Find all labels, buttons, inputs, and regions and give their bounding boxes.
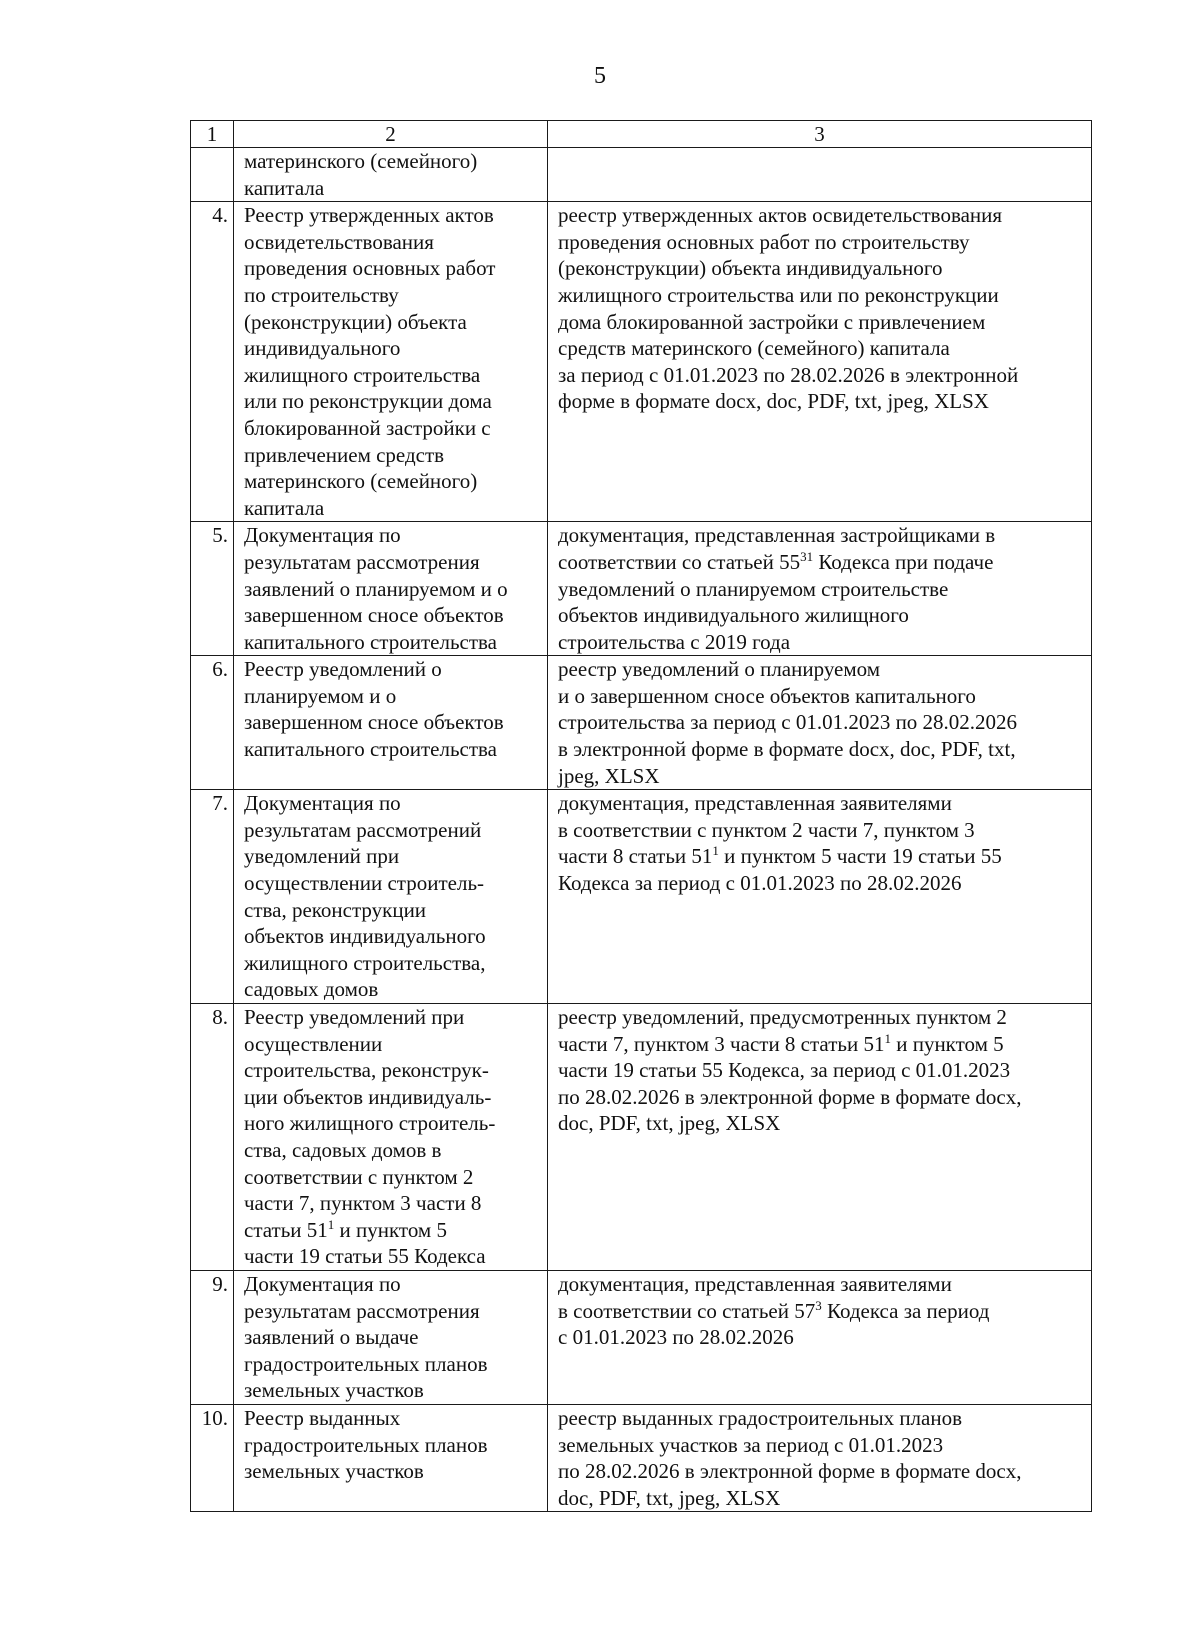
row-desc-line [558,549,1085,576]
row-name-line: земельных участков [244,1459,424,1484]
row-description [548,1270,1092,1404]
row-name [234,790,548,1004]
row-desc-line: объектов индивидуального жилищного [558,603,909,628]
superscript: 1 [712,843,719,859]
row-desc-line: уведомлений о планируемом строительстве [558,576,949,601]
row-name-line: соответствии с пунктом 2 [244,1164,474,1189]
name-text: и пунктом 5 [334,1217,447,1242]
row-desc-line: форме в формате docx, doc, PDF, txt, jpeg, XLSX [558,389,989,414]
row-name-line: уведомлений при [244,844,400,869]
row-name [234,1404,548,1511]
row-name-line: Реестр выданных [244,1405,401,1430]
row-name-line: Реестр уведомлений при [244,1005,465,1029]
row-name-line: садовых домов [244,977,379,1002]
superscript: 3 [815,1297,822,1313]
page-number: 5 [594,63,606,89]
row-desc-line: за период с 01.01.2023 по 28.02.2026 в электронной [558,362,1019,387]
row-desc-line: в электронной форме в формате docx, doc, PDF, txt, [558,737,1016,762]
row-name-line: заявлений о планируемом и о [244,576,508,601]
row-name-line: материнского (семейного) [244,149,478,173]
row-number: 4. [191,202,234,522]
row-name [234,1270,548,1404]
name-text: статьи 51 [244,1217,328,1242]
row-desc-line: дома блокированной застройки с привлечением [558,309,986,334]
header-col-2: 2 [234,121,548,148]
row-desc-line: по 28.02.2026 в электронной форме в формате docx, [558,1084,1022,1109]
row-name-line: завершенном сносе объектов [244,603,504,628]
row-desc-line: документация, представленная застройщиками в [558,523,996,548]
table-row [191,148,1092,202]
row-desc-line: реестр утвержденных актов освидетельствования [558,203,1003,228]
row-name-line: привлечением средств [244,442,445,467]
table-row [191,1270,1092,1404]
row-name-line: по строительству [244,282,399,307]
row-desc-line: реестр уведомлений, предусмотренных пунктом 2 [558,1005,1007,1029]
row-desc-line [558,843,1085,870]
desc-text: соответствии со статьей 55 [558,549,801,574]
row-description [548,790,1092,1004]
row-name [234,656,548,790]
row-desc-line: строительства с 2019 года [558,629,791,654]
row-name-line: материнского (семейного) [244,469,478,494]
row-description [548,656,1092,790]
row-name-line: градостроительных планов [244,1351,488,1376]
row-description [548,148,1092,202]
row-name-line: Документация по [244,1271,401,1296]
row-name-line: капитального строительства [244,629,497,654]
superscript: 1 [884,1030,891,1046]
superscript: 31 [800,548,814,564]
row-name-line: ции объектов индивидуаль- [244,1084,492,1109]
row-name-line: капитала [244,175,325,200]
row-name-line: результатам рассмотрения [244,549,480,574]
table-row [191,656,1092,790]
table-header-row [191,121,1092,148]
row-name-line: завершенном сносе объектов [244,710,504,735]
row-name-line: осуществлении [244,1031,383,1056]
document-table [190,120,1092,1512]
table-row [191,522,1092,656]
row-name-line: Документация по [244,791,401,816]
row-desc-line [558,1031,1085,1058]
row-desc-line: документация, представленная заявителями [558,1271,952,1296]
row-name-line: ства, реконструкции [244,897,427,922]
row-name-line: земельных участков [244,1378,424,1403]
row-number: 9. [191,1270,234,1404]
row-name-line: жилищного строительства, [244,950,486,975]
row-number: 8. [191,1004,234,1271]
row-name-line: Документация по [244,523,401,548]
row-name-line: ства, садовых домов в [244,1137,442,1162]
row-desc-line: с 01.01.2023 по 28.02.2026 [558,1325,794,1350]
row-number [191,148,234,202]
desc-text: части 8 статьи 51 [558,844,713,869]
row-desc-line: в соответствии с пунктом 2 части 7, пунктом 3 [558,817,975,842]
table-row [191,1004,1092,1271]
row-desc-line: жилищного строительства или по реконструкции [558,282,999,307]
desc-text: Кодекса при подаче [813,549,994,574]
desc-text: и пунктом 5 части 19 статьи 55 [718,844,1002,869]
row-name-line: планируемом и о [244,683,397,708]
superscript: 1 [327,1216,335,1232]
row-desc-line: Кодекса за период с 01.01.2023 по 28.02.2026 [558,871,962,896]
row-name-line: части 19 статьи 55 Кодекса [244,1244,486,1269]
header-col-1: 1 [191,121,234,148]
row-name-line: проведения основных работ [244,256,496,281]
row-name-line: строительства, реконструк- [244,1058,489,1083]
desc-text: Кодекса за период [821,1298,990,1323]
row-name-line: результатам рассмотрения [244,1298,480,1323]
row-name [234,148,548,202]
row-desc-line: строительства за период с 01.01.2023 по 28.02.2026 [558,710,1018,735]
table-row [191,202,1092,522]
row-desc-line: документация, представленная заявителями [558,791,952,816]
row-desc-line: земельных участков за период с 01.01.2023 [558,1432,944,1457]
row-number: 5. [191,522,234,656]
row-desc-line: doc, PDF, txt, jpeg, XLSX [558,1485,781,1510]
row-name-line: Реестр утвержденных актов [244,203,494,228]
row-desc-line [558,1298,1085,1325]
row-desc-line: реестр выданных градостроительных планов [558,1405,963,1430]
row-name-line: капитала [244,495,325,520]
row-description [548,202,1092,522]
row-desc-line: jpeg, XLSX [558,763,660,788]
row-name-line: части 7, пунктом 3 части 8 [244,1191,482,1216]
row-number: 10. [191,1404,234,1511]
row-description [548,522,1092,656]
desc-text: в соответствии со статьей 57 [558,1298,816,1323]
row-number: 6. [191,656,234,790]
row-name [234,1004,548,1271]
row-name-line: объектов индивидуального [244,924,486,949]
row-name-line: или по реконструкции дома [244,389,492,414]
desc-text: части 7, пунктом 3 части 8 статьи 51 [558,1031,885,1056]
row-name-line: освидетельствования [244,229,434,254]
row-description [548,1004,1092,1271]
row-desc-line: (реконструкции) объекта индивидуального [558,256,943,281]
row-number: 7. [191,790,234,1004]
row-name-line: осуществлении строитель- [244,871,485,896]
row-description [548,1404,1092,1511]
row-name-line: ного жилищного строитель- [244,1111,496,1136]
row-desc-line: части 19 статьи 55 Кодекса, за период с 01.01.2023 [558,1058,1011,1083]
row-name-line: блокированной застройки с [244,415,491,440]
row-name-line: индивидуального [244,336,401,361]
row-desc-line: проведения основных работ по строительству [558,229,970,254]
header-col-3: 3 [548,121,1092,148]
row-name-line [244,1217,541,1244]
row-name-line: (реконструкции) объекта [244,309,467,334]
row-name-line: градостроительных планов [244,1432,488,1457]
row-name-line: результатам рассмотрений [244,817,482,842]
row-name-line: жилищного строительства [244,362,481,387]
row-name [234,202,548,522]
table-row [191,1404,1092,1511]
row-desc-line: средств материнского (семейного) капитала [558,336,950,361]
row-desc-line: и о завершенном сносе объектов капитального [558,683,976,708]
row-name [234,522,548,656]
row-name-line: заявлений о выдаче [244,1325,419,1350]
row-name-line: капитального строительства [244,737,497,762]
desc-text: и пунктом 5 [890,1031,1004,1056]
row-desc-line: doc, PDF, txt, jpeg, XLSX [558,1111,781,1136]
row-desc-line: реестр уведомлений о планируемом [558,657,881,682]
row-name-line: Реестр уведомлений о [244,657,442,682]
table-row [191,790,1092,1004]
row-desc-line: по 28.02.2026 в электронной форме в формате docx, [558,1459,1022,1484]
